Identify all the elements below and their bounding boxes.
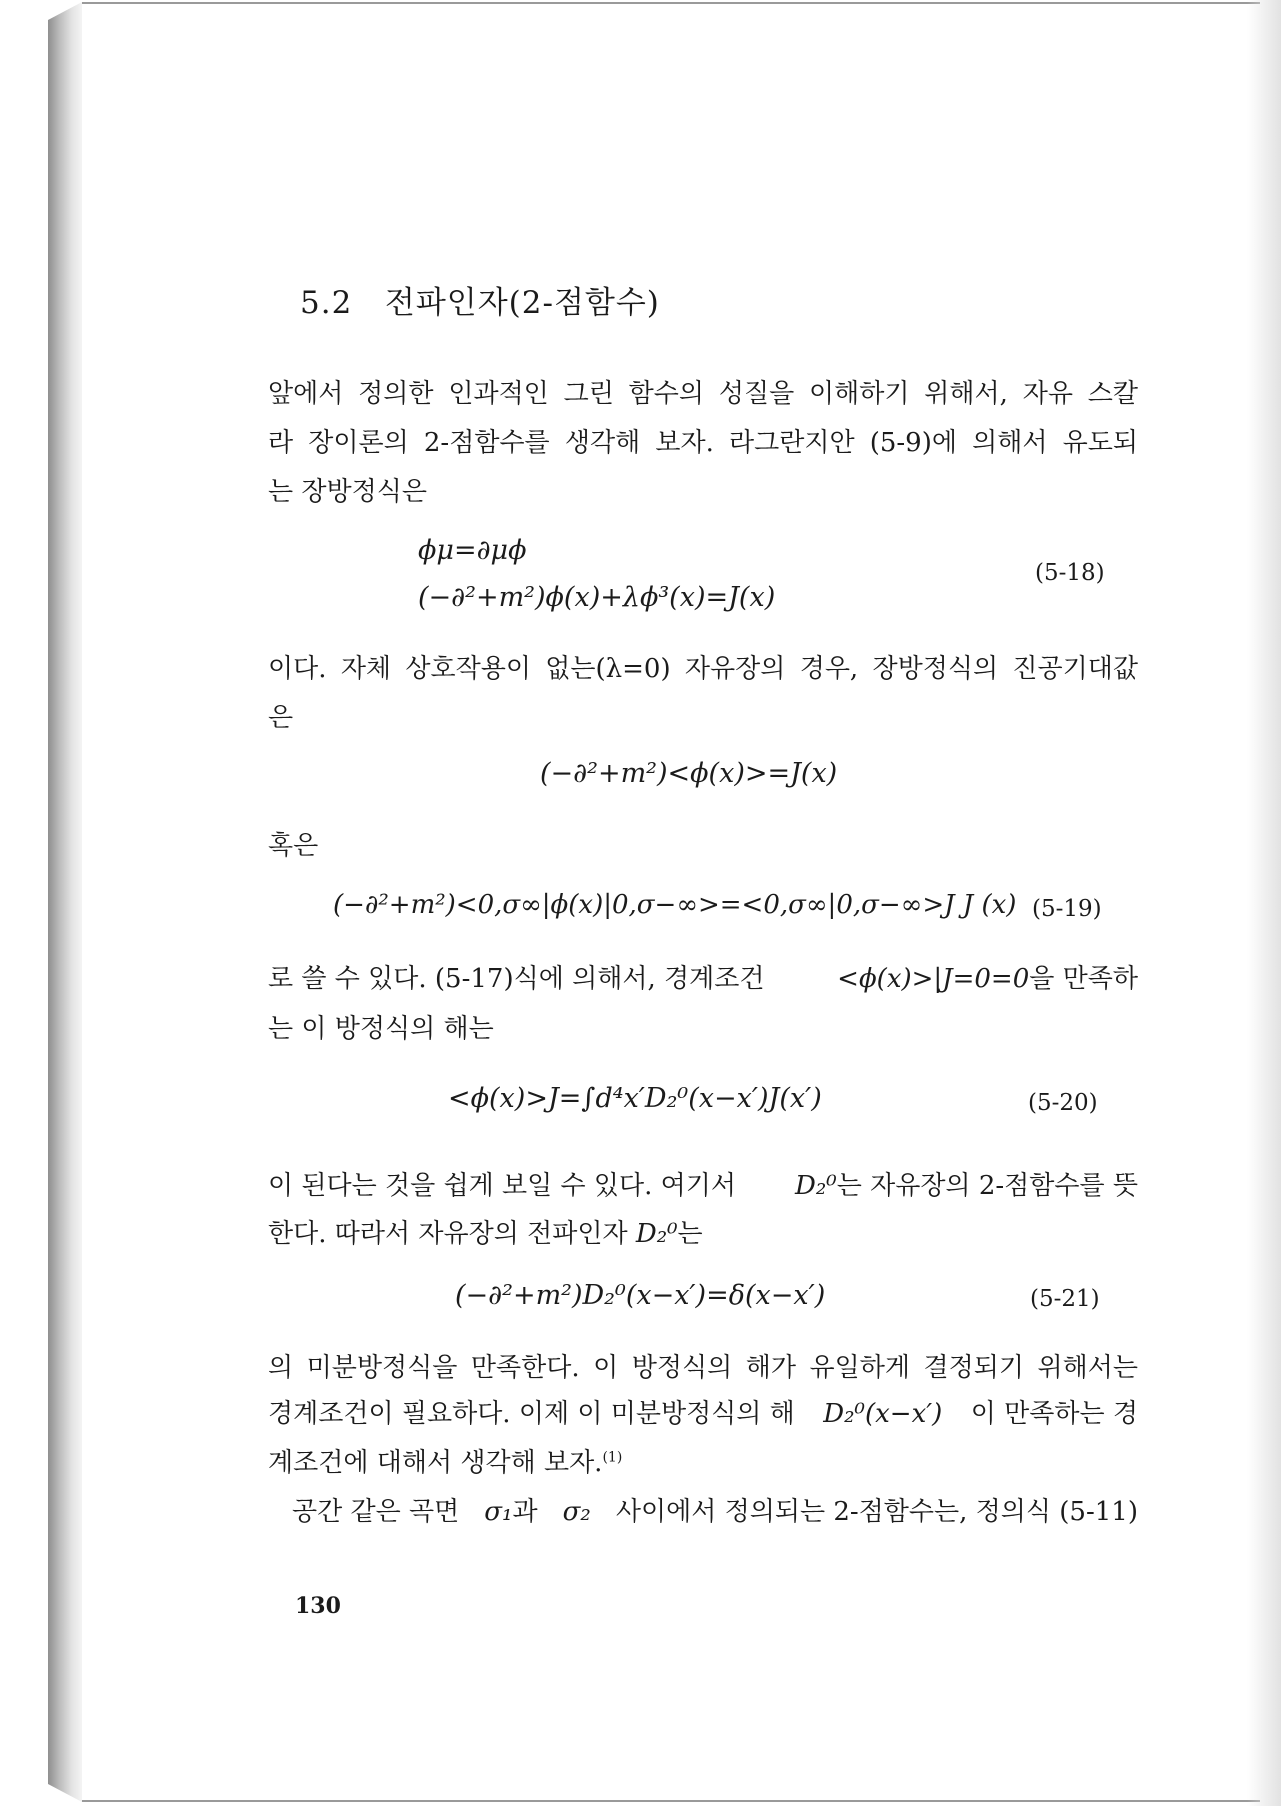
equation-5-18-line-1: ϕμ=∂μϕ bbox=[418, 535, 527, 566]
equation-5-20: <ϕ(x)>J=∫d⁴x′D₂⁰(x−x′)J(x′) bbox=[448, 1083, 822, 1114]
paragraph-7-text-a: 공간 같은 곡면 bbox=[292, 1497, 460, 1527]
paragraph-6-text-a: 경계조건이 필요하다. 이제 이 미분방정식의 해 bbox=[268, 1399, 795, 1429]
paragraph-5-line-2 bbox=[268, 1213, 703, 1250]
equation-5-19-number: (5-19) bbox=[1032, 896, 1102, 922]
paragraph-6-text-b: 이 만족하는 경 bbox=[970, 1399, 1138, 1429]
section-title: 전파인자(2-점함수) bbox=[384, 285, 660, 321]
paragraph-3: 혹은 bbox=[268, 831, 319, 861]
paragraph-6-text-c: 계조건에 대해서 생각해 보자. bbox=[268, 1448, 603, 1478]
equation-5-19: (−∂²+m²)<0,σ∞|ϕ(x)|0,σ−∞>=<0,σ∞|0,σ−∞>J J (x) bbox=[333, 890, 1017, 920]
paragraph-7-text-c: 사이에서 정의되는 2-점함수는, 정의식 (5-11) bbox=[615, 1497, 1138, 1527]
equation-5-18-line-2: (−∂²+m²)ϕ(x)+λϕ³(x)=J(x) bbox=[418, 582, 776, 613]
paragraph-6-line-3 bbox=[268, 1442, 622, 1479]
paragraph-2-line-2: 은 bbox=[268, 703, 294, 733]
paragraph-4-text-a: 로 쓸 수 있다. (5-17)식에 의해서, 경계조건 bbox=[268, 964, 765, 994]
paragraph-7 bbox=[292, 1491, 1138, 1528]
section-heading bbox=[300, 277, 660, 322]
paragraph-1-line-1: 앞에서 정의한 인과적인 그린 함수의 성질을 이해하기 위해서, 자유 스칼 bbox=[268, 379, 1138, 409]
paragraph-1-line-3: 는 장방정식은 bbox=[268, 477, 427, 507]
page-number: 130 bbox=[295, 1593, 341, 1619]
paragraph-5-text-c: 한다. 따라서 자유장의 전파인자 bbox=[268, 1219, 628, 1249]
section-number: 5.2 bbox=[300, 285, 353, 321]
paragraph-1-line-2: 라 장이론의 2-점함수를 생각해 보자. 라그란지안 (5-9)에 의해서 유도되 bbox=[268, 428, 1138, 458]
inline-sigma-2: σ₂ bbox=[562, 1497, 591, 1527]
inline-propagator-d2-b: D₂⁰ bbox=[635, 1219, 678, 1249]
paragraph-7-text-b: 과 bbox=[512, 1497, 538, 1527]
paragraph-6-line-2 bbox=[268, 1393, 1138, 1430]
inline-propagator-d2: D₂⁰ bbox=[795, 1171, 837, 1201]
equation-5-21-number: (5-21) bbox=[1030, 1286, 1100, 1312]
inline-boundary-condition: <ϕ(x)>|J=0=0 bbox=[837, 964, 1030, 994]
paragraph-4-text-b: 을 만족하 bbox=[1029, 964, 1138, 994]
equation-5-18-number: (5-18) bbox=[1035, 560, 1105, 586]
book-spine-edge bbox=[48, 2, 82, 1802]
inline-propagator-dxx: D₂⁰(x−x′) bbox=[823, 1399, 943, 1429]
paragraph-2-line-1: 이다. 자체 상호작용이 없는(λ=0) 자유장의 경우, 장방정식의 진공기대값 bbox=[268, 654, 1138, 684]
equation-5-21: (−∂²+m²)D₂⁰(x−x′)=δ(x−x′) bbox=[455, 1280, 826, 1311]
paragraph-5-text-b: 는 자유장의 2-점함수를 뜻 bbox=[836, 1171, 1138, 1201]
inline-sigma-1: σ₁ bbox=[484, 1497, 513, 1527]
equation-5-20-number: (5-20) bbox=[1028, 1090, 1098, 1116]
paragraph-5-text-d: 는 bbox=[677, 1219, 703, 1249]
footnote-marker: (1) bbox=[602, 1449, 623, 1466]
paragraph-4-line-2: 는 이 방정식의 해는 bbox=[268, 1014, 494, 1044]
paragraph-5-text-a: 이 된다는 것을 쉽게 보일 수 있다. 여기서 bbox=[268, 1171, 736, 1201]
paragraph-4-line-1 bbox=[268, 958, 1138, 995]
paragraph-5-line-1 bbox=[268, 1165, 1138, 1202]
paragraph-6-line-1: 의 미분방정식을 만족한다. 이 방정식의 해가 유일하게 결정되기 위해서는 bbox=[268, 1353, 1138, 1383]
equation-vev: (−∂²+m²)<ϕ(x)>=J(x) bbox=[540, 758, 838, 789]
page-right-shadow bbox=[1247, 0, 1281, 1806]
